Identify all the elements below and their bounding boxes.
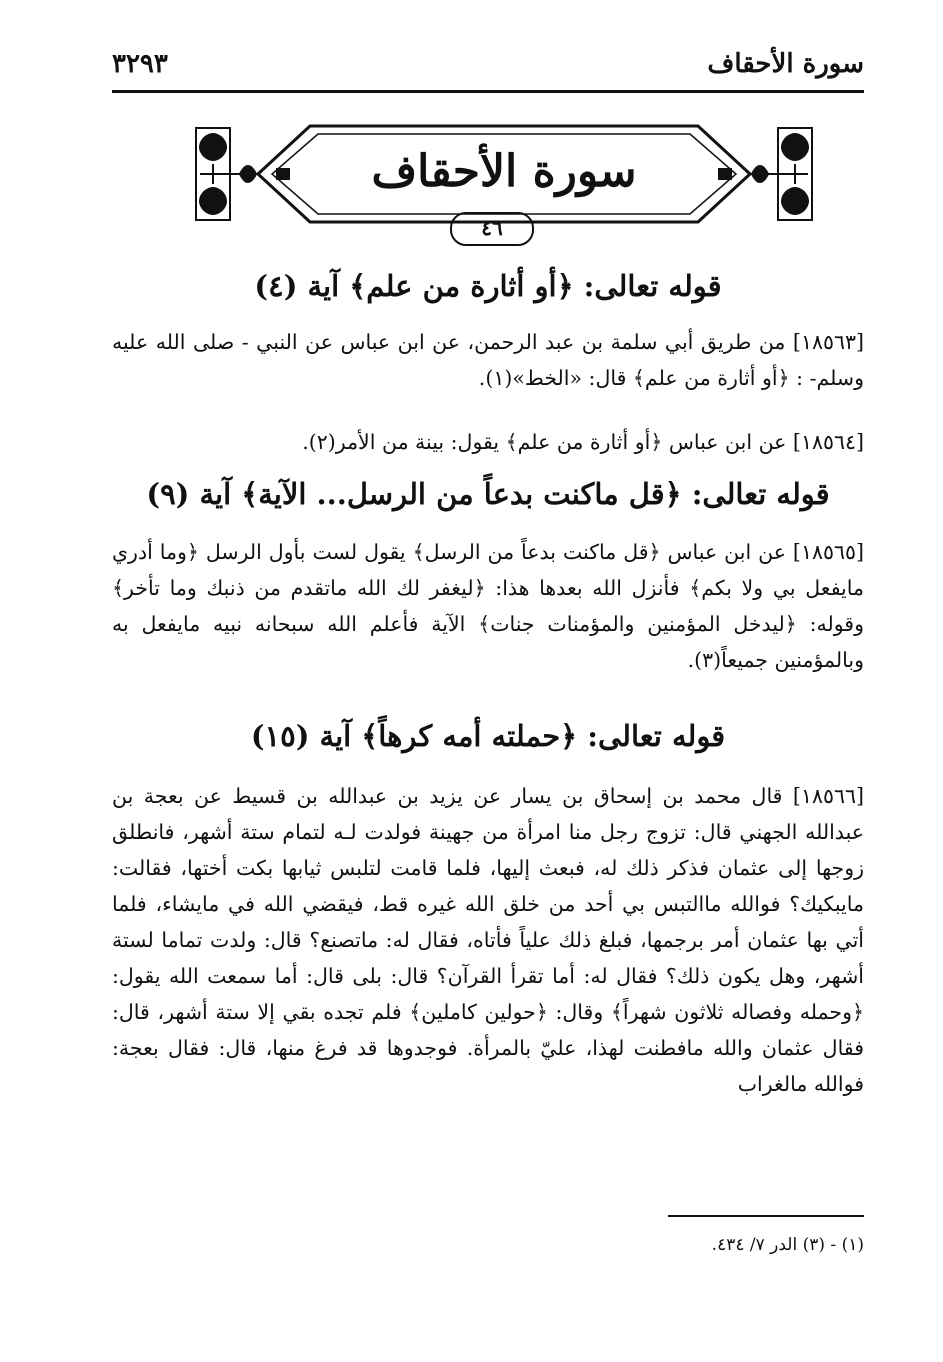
footnote-rule [668,1215,864,1217]
surah-name: سورة الأحقاف [371,146,637,197]
section-heading: قوله تعالى: ﴿أو أثارة من علم﴾ آية (٤) [254,269,722,303]
entry-text: [١٨٥٦٦] قال محمد بن إسحاق بن يسار عن يزيد بن عبدالله بن قسيط عن بعجة بن عبدالله الجهني قال: تزوج رجل منا امرأة من جهينة فولدت لـه لتمام ستة أشهر، فانطلق زوجها إلى عثمان فذكر ذلك له، فبعث إليها، فلما قامت لتلبس ثيابها بكت أختها، فقالت: مايبكيك؟ فوالله ماالتبس بي أحد من خلق الله غيره قط، فيقضي الله في مايشاء، فلما أتي بها عثمان أمر برجمها، فبلغ ذلك علياً فأتاه، فقال له: ماتصنع؟ قال: ولدت تماما لستة أشهر، وهل يكون ذلك؟ فقال له: أما تقرأ القرآن؟ قال: بلى قال: أما سمعت الله يقول: ﴿وحمله وفصاله ثلاثون شهراً﴾ وقال: ﴿حولين كاملين﴾ فلم تجده بقي إلا ستة أشهر، قال: فقال عثمان والله مافطنت لهذا، عليّ بالمرأة. فوجدوها قد فرغ منها، قال: فقال بعجة: فوالله مالغراب [112,784,864,1096]
footnote: (١) - (٣) الدر ٧/ ٤٣٤. [711,1235,864,1255]
page-number: ٣٢٩٣ [112,49,168,79]
entry-paragraph [112,324,864,396]
entry-text: [١٨٥٦٤] عن ابن عباس ﴿أو أثارة من علم﴾ يقول: بينة من الأمر(٢). [302,430,864,454]
surah-number-badge: ٤٦ [450,212,534,246]
section-heading: قوله تعالى: ﴿قل ماكنت بدعاً من الرسل... الآية﴾ آية (٩) [146,477,830,511]
entry-paragraph [112,534,864,678]
header-rule [112,90,864,93]
running-title: سورة الأحقاف [707,49,864,79]
entry-paragraph [112,424,864,460]
entry-text: [١٨٥٦٣] من طريق أبي سلمة بن عبد الرحمن، عن ابن عباس عن النبي - صلى الله عليه وسلم- : ﴿أو أثارة من علم﴾ قال: «الخط»(١). [112,330,864,390]
entry-text: [١٨٥٦٥] عن ابن عباس ﴿قل ماكنت بدعاً من الرسل﴾ يقول لست بأول الرسل ﴿وما أدري مايفعل بي ولا بكم﴾ فأنزل الله بعدها هذا: ﴿ليغفر لك الله ماتقدم من ذنبك وما تأخر﴾ وقوله: ﴿ليدخل المؤمنين والمؤمنات جنات﴾ الآية فأعلم الله سبحانه نبيه مايفعل به وبالمؤمنين جميعاً(٣). [112,540,864,672]
running-header [112,42,864,86]
section-heading: قوله تعالى: ﴿حملته أمه كرهاً﴾ آية (١٥) [250,719,726,753]
entry-paragraph [112,778,864,1102]
